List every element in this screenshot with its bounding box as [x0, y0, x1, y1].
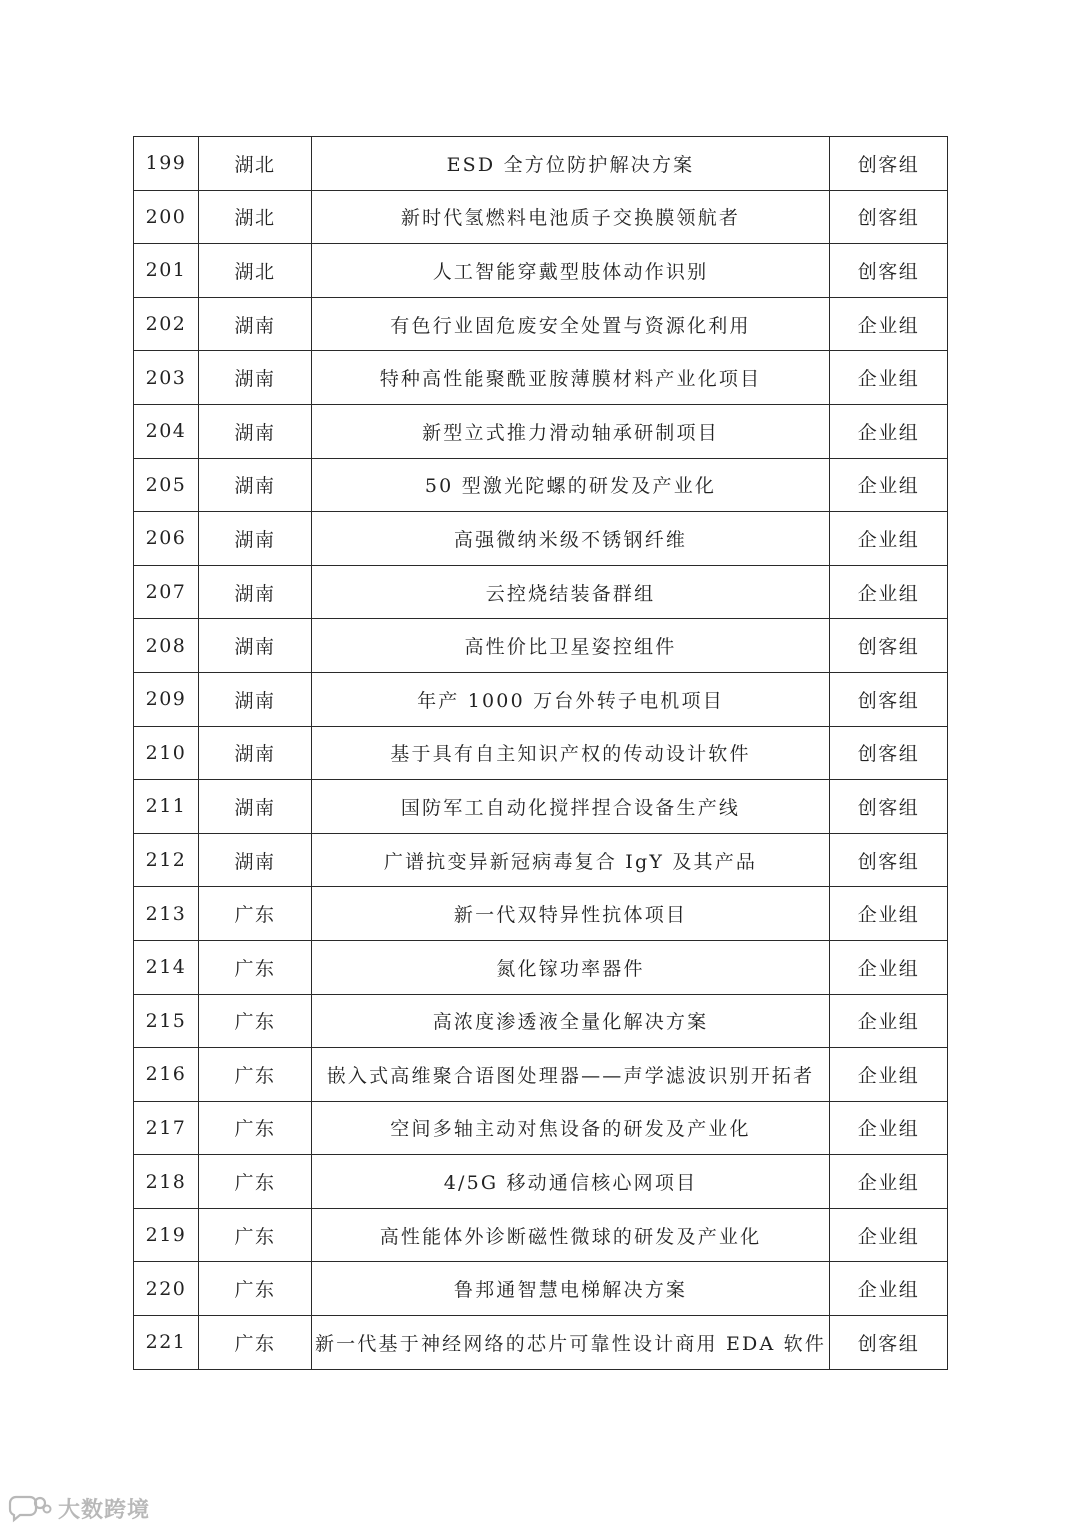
- cell-number: 207: [134, 565, 199, 619]
- table-row: [134, 1208, 948, 1262]
- cell-project-name: 基于具有自主知识产权的传动设计软件: [312, 726, 830, 780]
- cell-province: 湖北: [199, 137, 312, 191]
- cell-project-name: 云控烧结装备群组: [312, 565, 830, 619]
- table-row: [134, 565, 948, 619]
- table-row: [134, 1101, 948, 1155]
- cell-group: 创客组: [830, 672, 948, 726]
- chat-bubble-logo-icon: [8, 1493, 52, 1523]
- cell-province: 广东: [199, 940, 312, 994]
- cell-province: 广东: [199, 1155, 312, 1209]
- cell-number: 213: [134, 887, 199, 941]
- cell-number: 214: [134, 940, 199, 994]
- cell-project-name: 有色行业固危废安全处置与资源化利用: [312, 297, 830, 351]
- cell-province: 广东: [199, 1048, 312, 1102]
- cell-group: 企业组: [830, 994, 948, 1048]
- cell-group: 创客组: [830, 190, 948, 244]
- cell-project-name: 50 型激光陀螺的研发及产业化: [312, 458, 830, 512]
- cell-province: 湖北: [199, 244, 312, 298]
- cell-group: 企业组: [830, 565, 948, 619]
- cell-province: 湖南: [199, 512, 312, 566]
- cell-province: 湖南: [199, 404, 312, 458]
- cell-number: 210: [134, 726, 199, 780]
- cell-number: 220: [134, 1262, 199, 1316]
- cell-number: 200: [134, 190, 199, 244]
- cell-number: 204: [134, 404, 199, 458]
- cell-province: 湖南: [199, 297, 312, 351]
- table-row: [134, 940, 948, 994]
- watermark-text: 大数跨境: [58, 1497, 151, 1523]
- cell-group: 企业组: [830, 1155, 948, 1209]
- cell-province: 湖南: [199, 619, 312, 673]
- cell-group: 企业组: [830, 887, 948, 941]
- table-row: [134, 887, 948, 941]
- cell-group: 创客组: [830, 137, 948, 191]
- table-row: [134, 1048, 948, 1102]
- cell-project-name: 氮化镓功率器件: [312, 940, 830, 994]
- cell-province: 湖北: [199, 190, 312, 244]
- cell-number: 201: [134, 244, 199, 298]
- cell-project-name: ESD 全方位防护解决方案: [312, 137, 830, 191]
- table-row: [134, 190, 948, 244]
- cell-project-name: 嵌入式高维聚合语图处理器——声学滤波识别开拓者: [312, 1048, 830, 1102]
- cell-group: 企业组: [830, 351, 948, 405]
- cell-number: 203: [134, 351, 199, 405]
- cell-number: 199: [134, 137, 199, 191]
- cell-province: 广东: [199, 887, 312, 941]
- cell-group: 创客组: [830, 619, 948, 673]
- table-row: [134, 1262, 948, 1316]
- table-row: [134, 726, 948, 780]
- cell-province: 广东: [199, 1208, 312, 1262]
- cell-province: 湖南: [199, 726, 312, 780]
- watermark: [8, 1490, 150, 1526]
- cell-number: 205: [134, 458, 199, 512]
- cell-group: 企业组: [830, 458, 948, 512]
- cell-province: 湖南: [199, 833, 312, 887]
- cell-group: 企业组: [830, 1048, 948, 1102]
- table-body: [134, 137, 948, 1370]
- cell-project-name: 高强微纳米级不锈钢纤维: [312, 512, 830, 566]
- cell-project-name: 年产 1000 万台外转子电机项目: [312, 672, 830, 726]
- cell-group: 创客组: [830, 780, 948, 834]
- cell-group: 创客组: [830, 244, 948, 298]
- cell-project-name: 新一代基于神经网络的芯片可靠性设计商用 EDA 软件: [312, 1316, 830, 1370]
- cell-province: 广东: [199, 994, 312, 1048]
- table-row: [134, 512, 948, 566]
- cell-group: 企业组: [830, 1101, 948, 1155]
- cell-number: 208: [134, 619, 199, 673]
- cell-group: 企业组: [830, 940, 948, 994]
- cell-number: 219: [134, 1208, 199, 1262]
- table-row: [134, 351, 948, 405]
- table-row: [134, 137, 948, 191]
- cell-project-name: 高性价比卫星姿控组件: [312, 619, 830, 673]
- table-row: [134, 619, 948, 673]
- cell-project-name: 国防军工自动化搅拌捏合设备生产线: [312, 780, 830, 834]
- cell-province: 湖南: [199, 458, 312, 512]
- project-list-table: [133, 136, 948, 1370]
- cell-project-name: 新型立式推力滑动轴承研制项目: [312, 404, 830, 458]
- table-row: [134, 1316, 948, 1370]
- cell-group: 创客组: [830, 833, 948, 887]
- cell-province: 湖南: [199, 780, 312, 834]
- table-row: [134, 780, 948, 834]
- cell-group: 企业组: [830, 1262, 948, 1316]
- cell-province: 广东: [199, 1316, 312, 1370]
- cell-province: 湖南: [199, 351, 312, 405]
- cell-project-name: 新一代双特异性抗体项目: [312, 887, 830, 941]
- cell-group: 创客组: [830, 1316, 948, 1370]
- table-row: [134, 404, 948, 458]
- cell-project-name: 高性能体外诊断磁性微球的研发及产业化: [312, 1208, 830, 1262]
- cell-number: 206: [134, 512, 199, 566]
- cell-number: 218: [134, 1155, 199, 1209]
- table-row: [134, 297, 948, 351]
- table-row: [134, 458, 948, 512]
- cell-province: 广东: [199, 1262, 312, 1316]
- cell-number: 216: [134, 1048, 199, 1102]
- table-row: [134, 1155, 948, 1209]
- cell-province: 广东: [199, 1101, 312, 1155]
- cell-project-name: 鲁邦通智慧电梯解决方案: [312, 1262, 830, 1316]
- cell-number: 221: [134, 1316, 199, 1370]
- cell-project-name: 新时代氢燃料电池质子交换膜领航者: [312, 190, 830, 244]
- cell-number: 217: [134, 1101, 199, 1155]
- table-row: [134, 672, 948, 726]
- table-row: [134, 994, 948, 1048]
- cell-group: 企业组: [830, 404, 948, 458]
- table-row: [134, 244, 948, 298]
- cell-group: 企业组: [830, 297, 948, 351]
- table-row: [134, 833, 948, 887]
- cell-project-name: 广谱抗变异新冠病毒复合 IgY 及其产品: [312, 833, 830, 887]
- cell-project-name: 特种高性能聚酰亚胺薄膜材料产业化项目: [312, 351, 830, 405]
- cell-project-name: 人工智能穿戴型肢体动作识别: [312, 244, 830, 298]
- cell-number: 212: [134, 833, 199, 887]
- cell-group: 创客组: [830, 726, 948, 780]
- cell-project-name: 空间多轴主动对焦设备的研发及产业化: [312, 1101, 830, 1155]
- cell-number: 209: [134, 672, 199, 726]
- cell-group: 企业组: [830, 1208, 948, 1262]
- cell-number: 211: [134, 780, 199, 834]
- cell-number: 215: [134, 994, 199, 1048]
- cell-group: 企业组: [830, 512, 948, 566]
- cell-number: 202: [134, 297, 199, 351]
- cell-province: 湖南: [199, 672, 312, 726]
- cell-project-name: 高浓度渗透液全量化解决方案: [312, 994, 830, 1048]
- cell-province: 湖南: [199, 565, 312, 619]
- cell-project-name: 4/5G 移动通信核心网项目: [312, 1155, 830, 1209]
